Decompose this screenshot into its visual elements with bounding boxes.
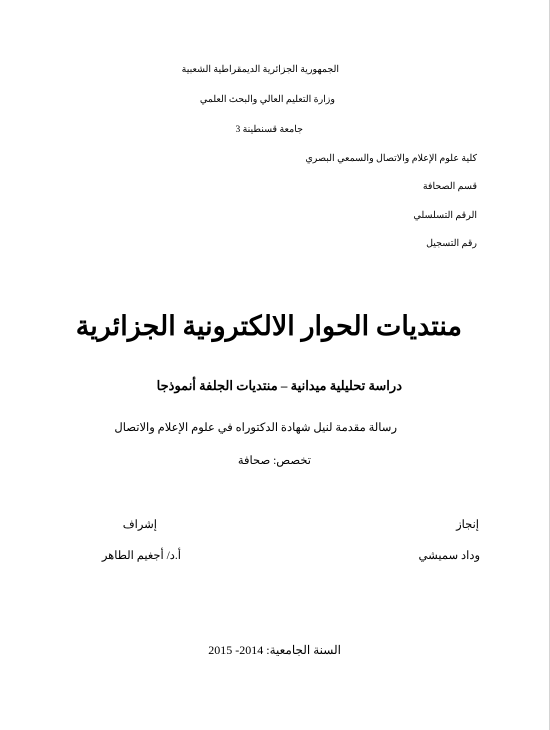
thesis-description: رسالة مقدمة لنيل شهادة الدكتوراه في علوم الإعلام والاتصال <box>114 422 397 434</box>
author-name: وداد سميشي <box>418 550 480 562</box>
supervisor-label: إشراف <box>122 519 157 531</box>
prepared-by-label: إنجاز <box>456 519 479 531</box>
thesis-title: منتديات الحوار الالكترونية الجزائرية <box>75 311 462 341</box>
republic-name: الجمهورية الجزائرية الديمقراطية الشعبية <box>181 65 339 75</box>
ministry-name: وزارة التعليم العالي والبحث العلمي <box>199 95 335 105</box>
faculty-name: كلية علوم الإعلام والاتصال والسمعي البصري <box>305 154 477 164</box>
academic-year: السنة الجامعية: 2014- 2015 <box>208 643 341 657</box>
department-name: قسم الصحافة <box>422 182 477 192</box>
registration-number-label: رقم التسجيل <box>426 239 477 249</box>
thesis-subtitle: دراسة تحليلية ميدانية – منتديات الجلفة أنموذجا <box>156 378 402 393</box>
serial-number-label: الرقم التسلسلي <box>413 211 477 221</box>
university-name: جامعة قسنطينة 3 <box>235 125 303 135</box>
specialization: تخصص: صحافة <box>237 455 311 467</box>
supervisor-name: أ.د/ أجغيم الطاهر <box>101 550 181 562</box>
